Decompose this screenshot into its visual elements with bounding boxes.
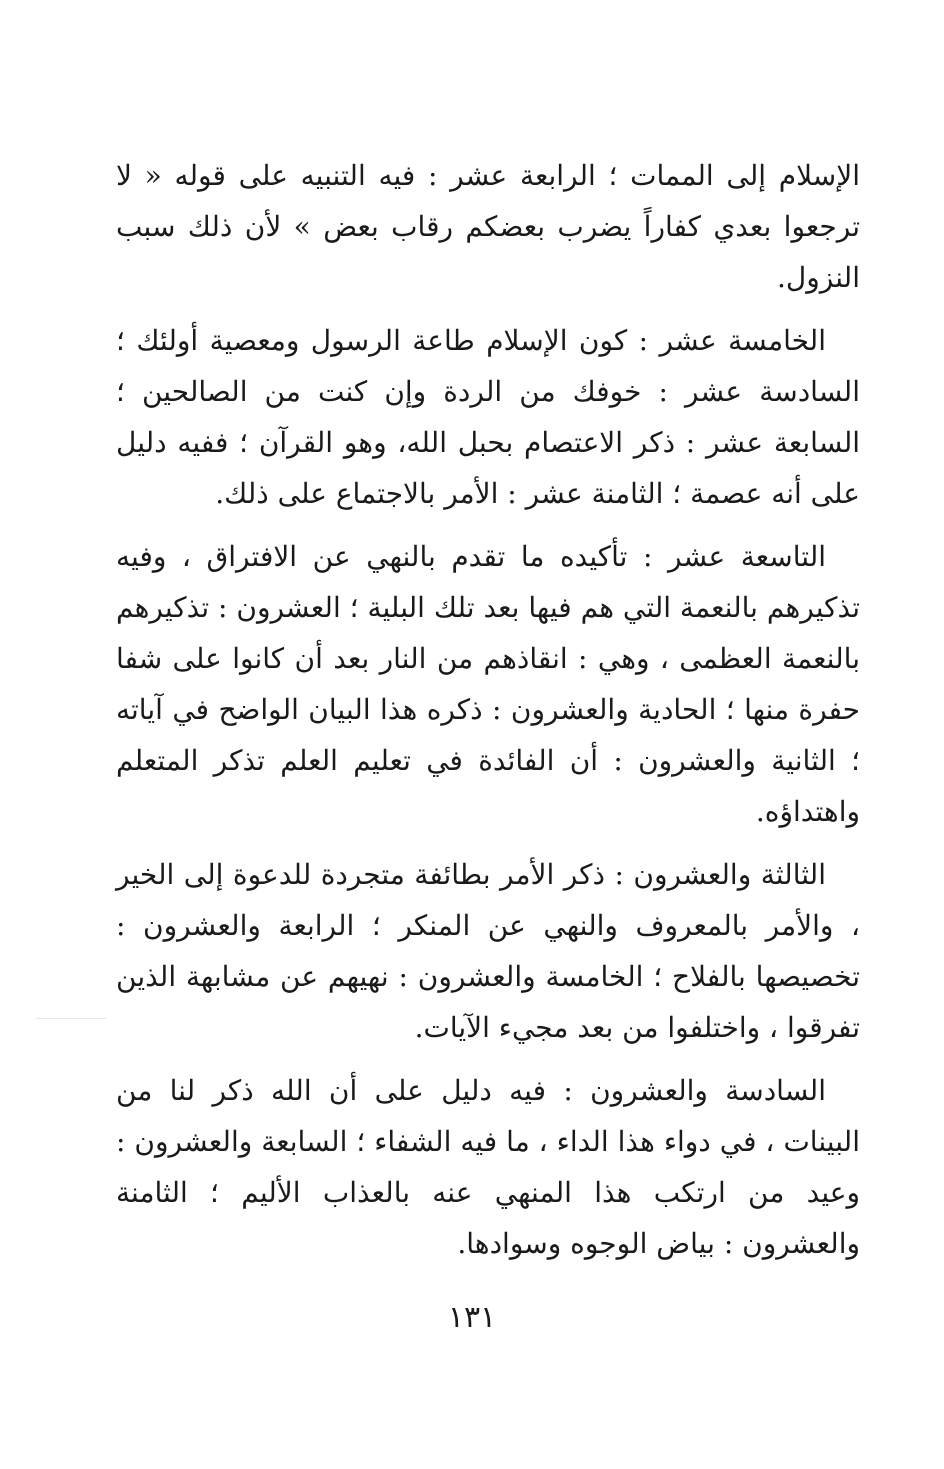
paragraph-1: الإسلام إلى الممات ؛ الرابعة عشر : فيه التنبيه على قوله « لا ترجعوا بعدي كفاراً يضرب بعضكم رقاب بعض » لأن ذلك سبب النزول. [116, 159, 860, 294]
page-number: ١٣١ [447, 1300, 497, 1335]
paragraph-2: الخامسة عشر : كون الإسلام طاعة الرسول ومعصية أولئك ؛ السادسة عشر : خوفك من الردة وإن كنت من الصالحين ؛ السابعة عشر : ذكر الاعتصام بحبل الله، وهو القرآن ؛ ففيه دليل على أنه عصمة ؛ الثامنة عشر : الأمر بالاجتماع على ذلك. [116, 324, 860, 510]
body-text [116, 150, 860, 1281]
paragraph-3: التاسعة عشر : تأكيده ما تقدم بالنهي عن الافتراق ، وفيه تذكيرهم بالنعمة التي هم فيها بعد تلك البلية ؛ العشرون : تذكيرهم بالنعمة العظمى ، وهي : انقاذهم من النار بعد أن كانوا على شفا حفرة منها ؛ الحادية والعشرون : ذكره هذا البيان الواضح في آياته ؛ الثانية والعشرون : أن الفائدة في تعليم العلم تذكر المتعلم واهتداؤه. [116, 540, 860, 828]
margin-mark [36, 1018, 106, 1019]
paragraph-5: السادسة والعشرون : فيه دليل على أن الله ذكر لنا من البينات ، في دواء هذا الداء ، ما فيه الشفاء ؛ السابعة والعشرون : وعيد من ارتكب هذا المنهي عنه بالعذاب الأليم ؛ الثامنة والعشرون : بياض الوجوه وسوادها. [116, 1074, 860, 1260]
paragraph-4: الثالثة والعشرون : ذكر الأمر بطائفة متجردة للدعوة إلى الخير ، والأمر بالمعروف والنهي عن المنكر ؛ الرابعة والعشرون : تخصيصها بالفلاح ؛ الخامسة والعشرون : نهيهم عن مشابهة الذين تفرقوا ، واختلفوا من بعد مجيء الآيات. [116, 858, 860, 1044]
